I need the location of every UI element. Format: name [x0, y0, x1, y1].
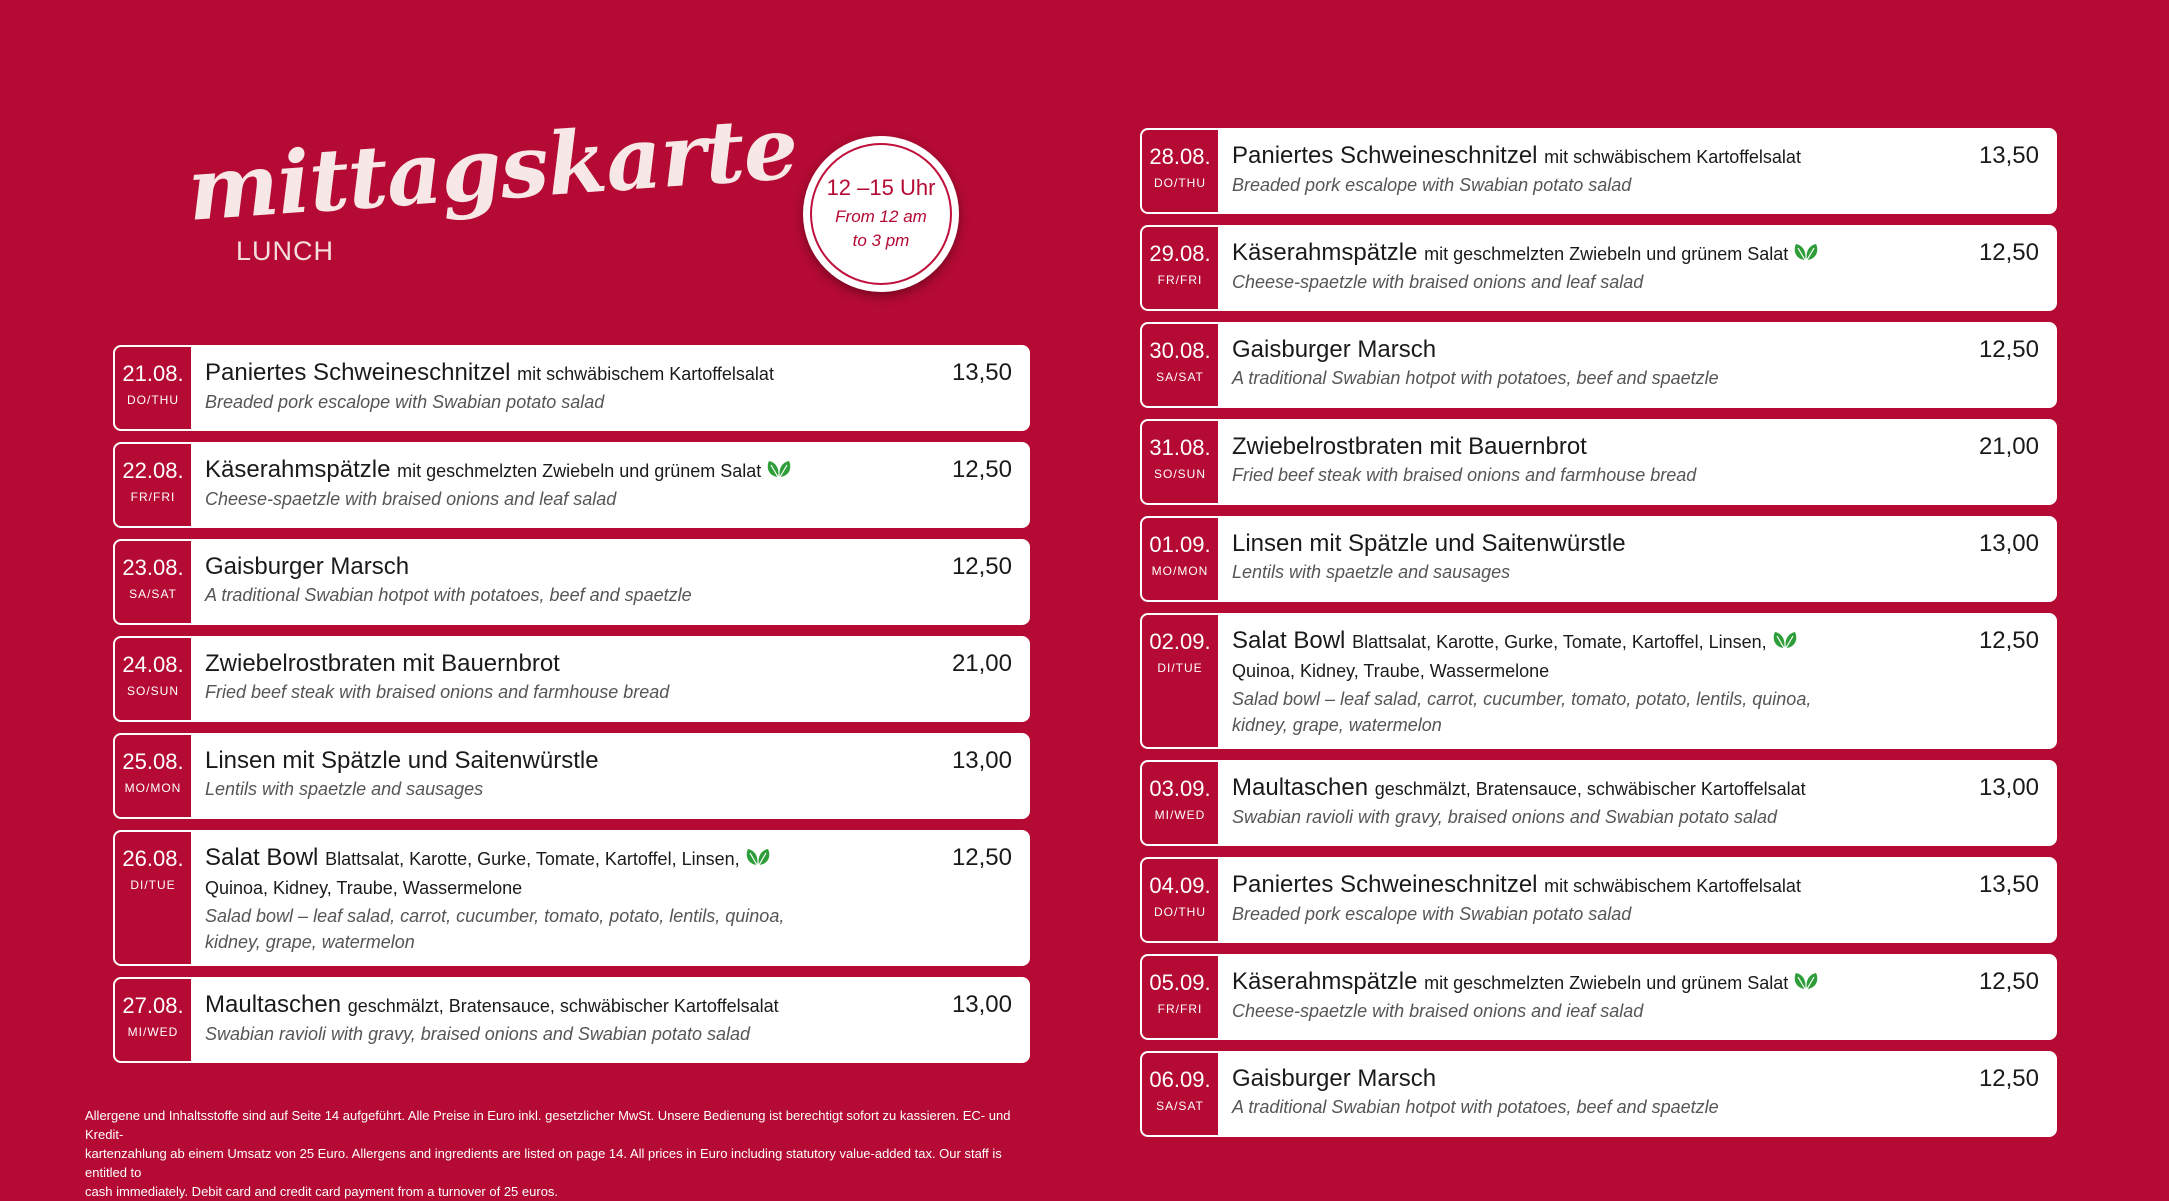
- item-description: Lentils with spaetzle and sausages: [205, 779, 484, 799]
- date-cell: [1142, 956, 1218, 1038]
- item-date: 31.08.: [1149, 435, 1211, 460]
- date-cell: [1142, 324, 1218, 406]
- date-cell: [115, 638, 191, 720]
- brand-logo: [184, 97, 801, 266]
- item-price: 13,50: [1978, 871, 2039, 898]
- item-title-line: [205, 844, 938, 873]
- hours-en-line1: From 12 am: [835, 207, 927, 226]
- date-cell: [115, 832, 191, 964]
- item-description: Cheese-spaetzle with braised onions and leaf salad: [1232, 272, 1644, 292]
- item-title: Salat Bowl: [205, 844, 319, 871]
- vegetarian-leaf-icon: [1792, 241, 1820, 261]
- item-description: A traditional Swabian hotpot with potatoes, beef and spaetzle: [1232, 1097, 1719, 1117]
- item-weekday: SO/SUN: [1153, 467, 1206, 481]
- item-date: 28.08.: [1149, 144, 1211, 169]
- item-description: A traditional Swabian hotpot with potatoes, beef and spaetzle: [205, 585, 692, 605]
- item-price: 12,50: [1978, 336, 2039, 363]
- item-price: 13,00: [1978, 774, 2039, 801]
- menu-item: [1140, 516, 2057, 602]
- item-price: 12,50: [1978, 968, 2039, 995]
- item-date: 22.08.: [122, 458, 184, 483]
- date-cell: [115, 444, 191, 526]
- item-content: [1218, 956, 1979, 1038]
- item-title: Linsen mit Spätzle und Saitenwürstle: [205, 747, 599, 774]
- menu-item: [113, 539, 1030, 625]
- item-weekday: SA/SAT: [1156, 370, 1204, 384]
- item-description: Swabian ravioli with gravy, braised onions and Swabian potato salad: [205, 1024, 750, 1044]
- item-detail: mit geschmelzten Zwiebeln und grünem Salat: [397, 461, 762, 481]
- date-cell: [1142, 615, 1218, 747]
- item-title-line: [205, 553, 938, 581]
- date-cell: [115, 979, 191, 1061]
- item-content: [191, 347, 952, 429]
- item-price: 12,50: [1978, 1065, 2039, 1092]
- item-detail: Blattsalat, Karotte, Gurke, Tomate, Kartoffel, Linsen,: [1352, 632, 1767, 652]
- item-title-line: [1232, 968, 1965, 997]
- item-content: [191, 444, 952, 526]
- date-cell: [1142, 859, 1218, 941]
- legal-note-line: kartenzahlung ab einem Umsatz von 25 Euro. Allergens and ingredients are listed on page 14. All prices in Euro including statutory value-added tax. Our staff is entitled to: [85, 1146, 1002, 1180]
- legal-note-line: cash immediately. Debit card and credit card payment from a turnover of 25 euros.: [85, 1184, 559, 1199]
- item-weekday: DO/THU: [127, 393, 179, 407]
- item-description: A traditional Swabian hotpot with potatoes, beef and spaetzle: [1232, 368, 1719, 388]
- item-description-line2: kidney, grape, watermelon: [205, 932, 415, 952]
- item-title: Paniertes Schweineschnitzel: [1232, 142, 1538, 169]
- date-cell: [115, 541, 191, 623]
- item-description-line2: kidney, grape, watermelon: [1232, 715, 1442, 735]
- item-weekday: DO/THU: [1154, 176, 1206, 190]
- menu-item: [113, 733, 1030, 819]
- item-detail: geschmälzt, Bratensauce, schwäbischer Kartoffelsalat: [1374, 779, 1806, 799]
- menu-item: [113, 830, 1030, 966]
- item-detail: mit geschmelzten Zwiebeln und grünem Salat: [1424, 244, 1789, 264]
- item-content: [1218, 859, 1979, 941]
- item-content: [1218, 421, 1979, 503]
- menu-item: [1140, 1051, 2057, 1137]
- menu-item: [1140, 857, 2057, 943]
- item-price: 13,00: [951, 747, 1012, 774]
- menu-item: [113, 636, 1030, 722]
- item-price: 21,00: [1978, 433, 2039, 460]
- item-content: [1218, 518, 1979, 600]
- item-description: Salad bowl – leaf salad, carrot, cucumber, tomato, potato, lentils, quinoa,: [1232, 689, 1812, 709]
- item-date: 27.08.: [122, 993, 184, 1018]
- vegetarian-leaf-icon: [1771, 629, 1799, 649]
- item-title: Käserahmspätzle: [205, 456, 391, 483]
- hours-de: 12 –15 Uhr: [826, 175, 936, 200]
- item-price: 13,00: [1978, 530, 2039, 557]
- item-weekday: FR/FRI: [130, 490, 176, 504]
- item-content: [191, 638, 952, 720]
- item-content: [1218, 762, 1979, 844]
- item-date: 02.09.: [1149, 629, 1211, 654]
- item-content: [1218, 227, 1979, 309]
- item-weekday: DO/THU: [1154, 905, 1206, 919]
- item-content: [1218, 1053, 1979, 1135]
- item-description: Cheese-spaetzle with braised onions and leaf salad: [205, 489, 617, 509]
- legal-note: [85, 1106, 1035, 1201]
- menu-item: [1140, 613, 2057, 749]
- item-price: 12,50: [951, 844, 1012, 871]
- menu-title: mittagskarte: [184, 97, 801, 241]
- item-content: [1218, 324, 1979, 406]
- item-content: [1218, 615, 1979, 747]
- item-content: [191, 735, 952, 817]
- item-date: 01.09.: [1149, 532, 1211, 557]
- item-date: 06.09.: [1149, 1067, 1211, 1092]
- item-title: Zwiebelrostbraten mit Bauernbrot: [205, 650, 560, 677]
- item-date: 24.08.: [122, 652, 184, 677]
- item-title: Gaisburger Marsch: [205, 553, 410, 580]
- item-weekday: SA/SAT: [129, 587, 177, 601]
- item-title: Paniertes Schweineschnitzel: [205, 359, 511, 386]
- item-title-line: [1232, 871, 1965, 900]
- item-title-line: [1232, 239, 1965, 268]
- item-title: Gaisburger Marsch: [1232, 1065, 1437, 1092]
- item-detail: mit schwäbischem Kartoffelsalat: [1544, 876, 1801, 896]
- hours-en-line2: to 3 pm: [852, 231, 910, 250]
- item-title-line: [205, 456, 938, 485]
- item-content: [1218, 130, 1979, 212]
- item-title-line: [1232, 1065, 1965, 1093]
- item-title-line: [205, 991, 938, 1020]
- item-detail: mit schwäbischem Kartoffelsalat: [517, 364, 774, 384]
- item-price: 12,50: [1978, 627, 2039, 654]
- item-title: Linsen mit Spätzle und Saitenwürstle: [1232, 530, 1626, 557]
- item-weekday: MO/MON: [1151, 564, 1209, 578]
- menu-subtitle: LUNCH: [236, 236, 335, 266]
- item-description: Lentils with spaetzle and sausages: [1232, 562, 1511, 582]
- item-weekday: MI/WED: [127, 1025, 179, 1039]
- item-title-line: [1232, 530, 1965, 558]
- menu-list-right: [1140, 128, 2057, 1148]
- item-price: 12,50: [951, 456, 1012, 483]
- item-date: 30.08.: [1149, 338, 1211, 363]
- vegetarian-leaf-icon: [744, 846, 772, 866]
- item-weekday: MO/MON: [124, 781, 182, 795]
- item-detail-line2: [1232, 656, 1965, 685]
- item-title: Zwiebelrostbraten mit Bauernbrot: [1232, 433, 1587, 460]
- item-weekday: FR/FRI: [1157, 273, 1203, 287]
- item-description: Cheese-spaetzle with braised onions and ieaf salad: [1232, 1001, 1644, 1021]
- menu-item: [1140, 954, 2057, 1040]
- date-cell: [115, 347, 191, 429]
- menu-list-left: [113, 345, 1030, 1074]
- menu-item: [113, 442, 1030, 528]
- item-date: 21.08.: [122, 361, 184, 386]
- item-content: [191, 541, 952, 623]
- item-title-line: [205, 650, 938, 678]
- item-weekday: SA/SAT: [1156, 1099, 1204, 1113]
- item-description: Breaded pork escalope with Swabian potato salad: [1232, 175, 1632, 195]
- item-weekday: MI/WED: [1154, 808, 1206, 822]
- item-description: Swabian ravioli with gravy, braised onions and Swabian potato salad: [1232, 807, 1777, 827]
- menu-item: [1140, 419, 2057, 505]
- item-price: 21,00: [951, 650, 1012, 677]
- hours-badge-ring: [810, 143, 952, 285]
- date-cell: [115, 735, 191, 817]
- item-title-line: [1232, 336, 1965, 364]
- item-title: Paniertes Schweineschnitzel: [1232, 871, 1538, 898]
- item-title-line: [205, 359, 938, 388]
- item-description: Fried beef steak with braised onions and farmhouse bread: [205, 682, 670, 702]
- menu-item: [1140, 225, 2057, 311]
- item-title-line: [205, 747, 938, 775]
- item-detail: geschmälzt, Bratensauce, schwäbischer Kartoffelsalat: [347, 996, 779, 1016]
- item-detail: Quinoa, Kidney, Traube, Wassermelone: [205, 878, 523, 898]
- item-detail: Quinoa, Kidney, Traube, Wassermelone: [1232, 661, 1550, 681]
- date-cell: [1142, 130, 1218, 212]
- menu-item: [113, 345, 1030, 431]
- item-price: 13,00: [951, 991, 1012, 1018]
- item-price: 12,50: [951, 553, 1012, 580]
- item-detail: mit schwäbischem Kartoffelsalat: [1544, 147, 1801, 167]
- item-date: 23.08.: [122, 555, 184, 580]
- item-weekday: SO/SUN: [126, 684, 179, 698]
- item-price: 13,50: [951, 359, 1012, 386]
- item-date: 25.08.: [122, 749, 184, 774]
- item-weekday: DI/TUE: [1157, 661, 1203, 675]
- item-date: 03.09.: [1149, 776, 1211, 801]
- date-cell: [1142, 227, 1218, 309]
- item-price: 13,50: [1978, 142, 2039, 169]
- menu-item: [1140, 322, 2057, 408]
- item-title: Gaisburger Marsch: [1232, 336, 1437, 363]
- menu-item: [1140, 760, 2057, 846]
- item-date: 29.08.: [1149, 241, 1211, 266]
- item-price: 12,50: [1978, 239, 2039, 266]
- vegetarian-leaf-icon: [1792, 970, 1820, 990]
- item-date: 04.09.: [1149, 873, 1211, 898]
- item-description: Breaded pork escalope with Swabian potato salad: [205, 392, 605, 412]
- item-content: [191, 832, 952, 964]
- item-description: Salad bowl – leaf salad, carrot, cucumber, tomato, potato, lentils, quinoa,: [205, 906, 785, 926]
- item-title: Maultaschen: [1232, 774, 1369, 801]
- item-detail-line2: [205, 873, 938, 902]
- item-weekday: DI/TUE: [130, 878, 176, 892]
- item-title: Maultaschen: [205, 991, 342, 1018]
- item-detail: Blattsalat, Karotte, Gurke, Tomate, Kartoffel, Linsen,: [325, 849, 740, 869]
- item-weekday: FR/FRI: [1157, 1002, 1203, 1016]
- item-detail: mit geschmelzten Zwiebeln und grünem Salat: [1424, 973, 1789, 993]
- item-title-line: [1232, 433, 1965, 461]
- item-title-line: [1232, 774, 1965, 803]
- item-title: Salat Bowl: [1232, 627, 1346, 654]
- hours-badge: [803, 136, 959, 292]
- menu-item: [1140, 128, 2057, 214]
- date-cell: [1142, 1053, 1218, 1135]
- item-date: 05.09.: [1149, 970, 1211, 995]
- item-description: Breaded pork escalope with Swabian potato salad: [1232, 904, 1632, 924]
- item-title: Käserahmspätzle: [1232, 239, 1418, 266]
- vegetarian-leaf-icon: [765, 458, 793, 478]
- item-title-line: [1232, 627, 1965, 656]
- item-description: Fried beef steak with braised onions and farmhouse bread: [1232, 465, 1697, 485]
- legal-note-line: Allergene und Inhaltsstoffe sind auf Seite 14 aufgeführt. Alle Preise in Euro inkl. gesetzlicher MwSt. Unsere Bedienung ist berechtigt sofort zu kassieren. EC- und Kredit-: [85, 1108, 1011, 1142]
- item-date: 26.08.: [122, 846, 184, 871]
- item-content: [191, 979, 952, 1061]
- menu-item: [113, 977, 1030, 1063]
- date-cell: [1142, 518, 1218, 600]
- date-cell: [1142, 762, 1218, 844]
- item-title-line: [1232, 142, 1965, 171]
- date-cell: [1142, 421, 1218, 503]
- item-title: Käserahmspätzle: [1232, 968, 1418, 995]
